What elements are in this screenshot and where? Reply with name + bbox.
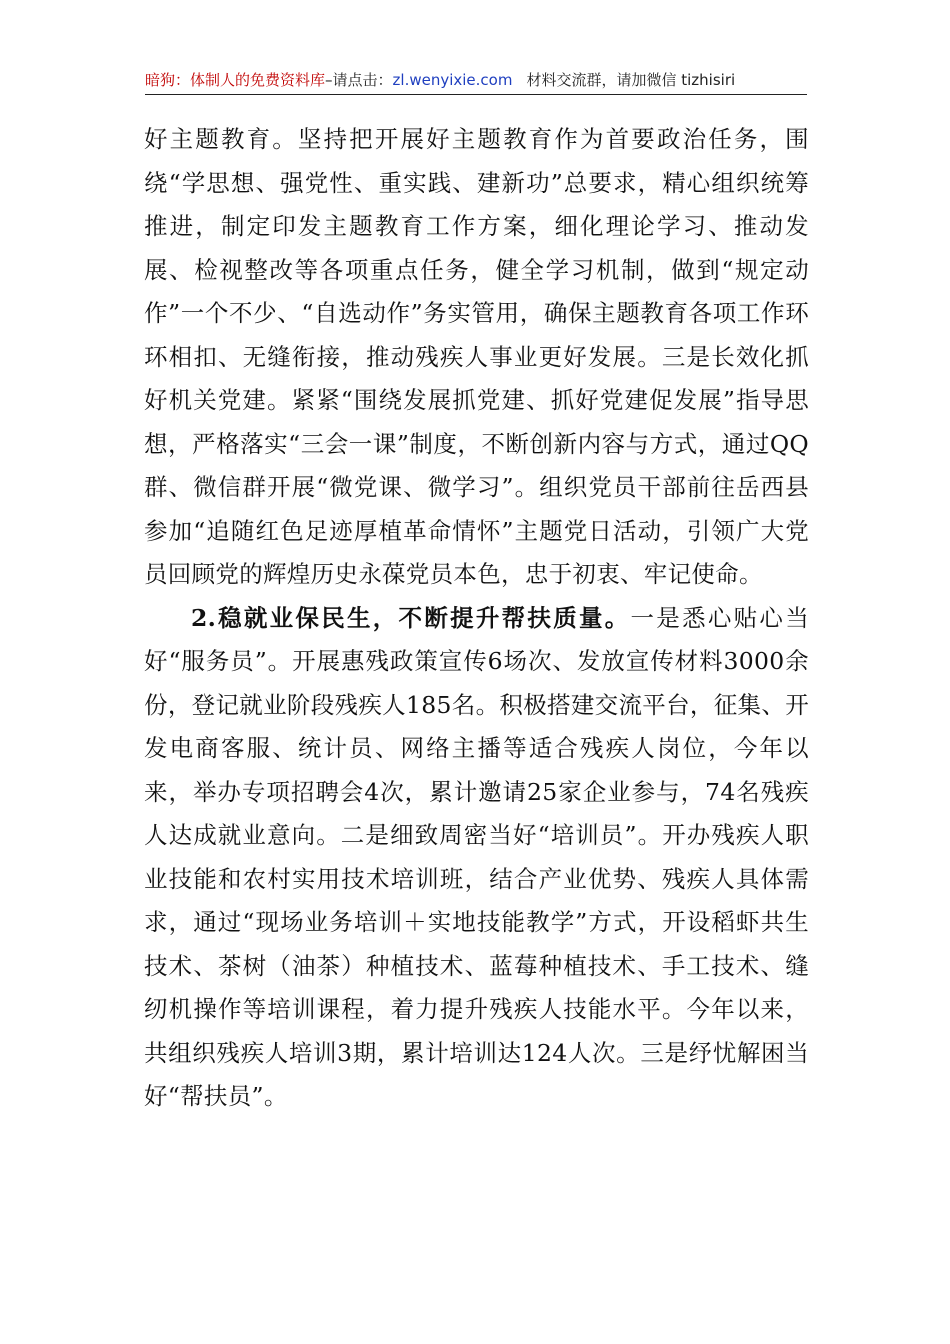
header-link[interactable]: zl.wenyixie.com bbox=[392, 71, 513, 89]
page-header bbox=[145, 66, 807, 95]
header-brand: 暗狗：体制人的免费资料库 bbox=[145, 71, 326, 89]
paragraph-2-text: 一是悉心贴心当好“服务员”。开展惠残政策宣传6场次、发放宣传材料3000余份，登记就业阶段残疾人185名。积极搭建交流平台，征集、开发电商客服、统计员、网络主播等适合残疾人岗位，今年以来，举办专项招聘会4次，累计邀请25家企业参与，74名残疾人达成就业意向。二是细致周密当好“培训员”。开办残疾人职业技能和农村实用技术培训班，结合产业优势、残疾人具体需求，通过“现场业务培训＋实地技能教学”方式，开设稻虾共生技术、茶树（油茶）种植技术、蓝莓种植技术、手工技术、缝纫机操作等培训课程，着力提升残疾人技能水平。今年以来，共组织残疾人培训3期，累计培训达124人次。三是纾忧解困当好“帮扶员”。 bbox=[144, 603, 809, 1110]
document-body bbox=[144, 118, 809, 1119]
paragraph-2 bbox=[144, 597, 809, 1119]
section-heading: 2.稳就业保民生，不断提升帮扶质量。 bbox=[191, 603, 631, 632]
header-wechat-note: 材料交流群，请加微信 tizhisiri bbox=[526, 71, 736, 89]
paragraph-1: 好主题教育。坚持把开展好主题教育作为首要政治任务，围绕“学思想、强党性、重实践、建新功”总要求，精心组织统筹推进，制定印发主题教育工作方案，细化理论学习、推动发展、检视整改等各项重点任务，健全学习机制，做到“规定动作”一个不少、“自选动作”务实管用，确保主题教育各项工作环环相扣、无缝衔接，推动残疾人事业更好发展。三是长效化抓好机关党建。紧紧“围绕发展抓党建、抓好党建促发展”指导思想，严格落实“三会一课”制度，不断创新内容与方式，通过QQ群、微信群开展“微党课、微学习”。组织党员干部前往岳西县参加“追随红色足迹厚植革命情怀”主题党日活动，引领广大党员回顾党的辉煌历史永葆党员本色，忠于初衷、牢记使命。 bbox=[144, 125, 809, 588]
header-prompt: –请点击： bbox=[325, 71, 393, 89]
